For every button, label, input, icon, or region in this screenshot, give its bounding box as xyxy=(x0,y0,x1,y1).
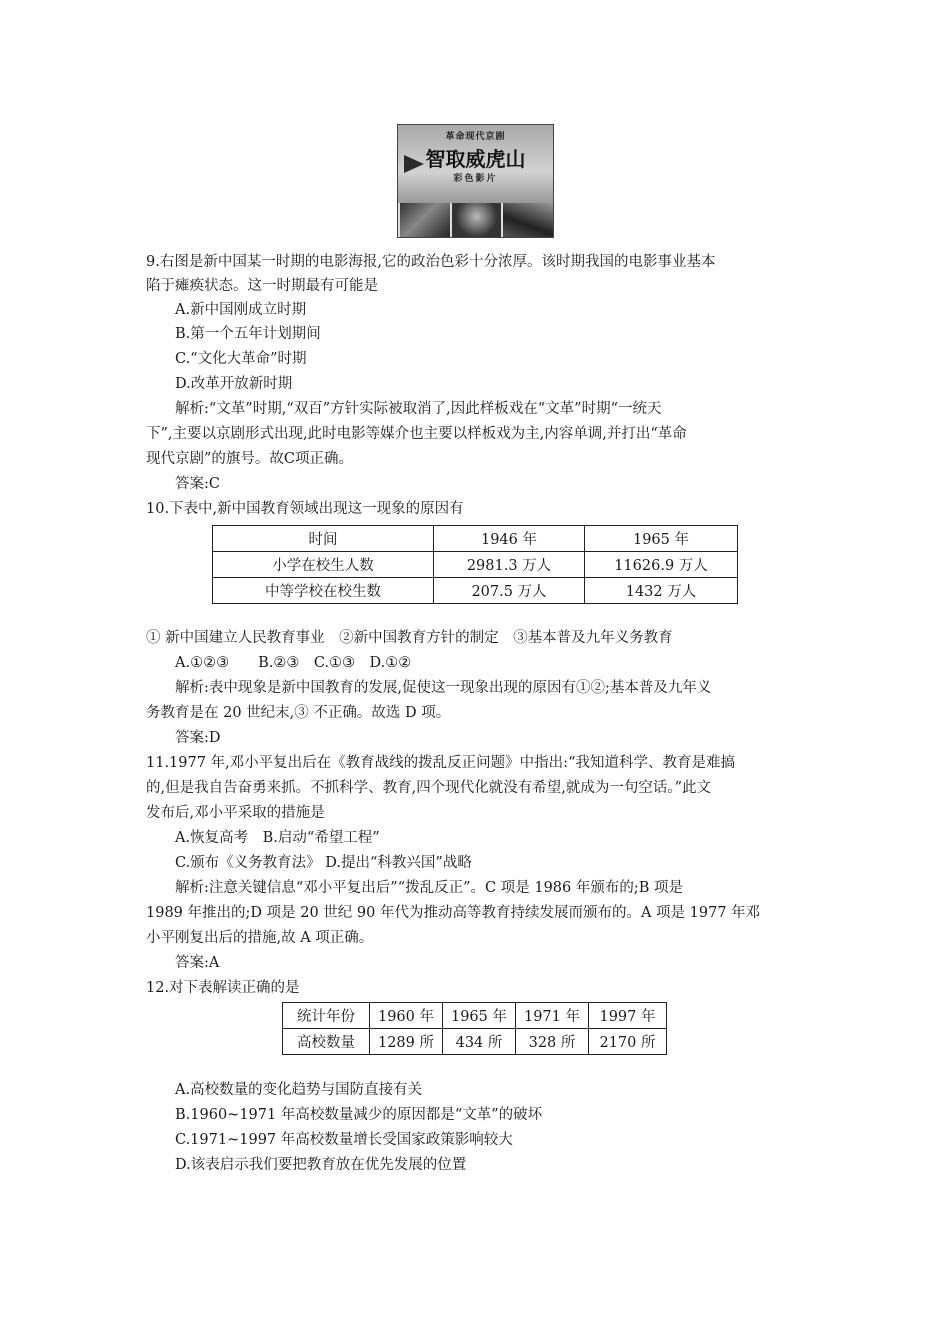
q9-stem-line1: 9.右图是新中国某一时期的电影海报,它的政治色彩十分浓厚。该时期我国的电影事业基本 xyxy=(146,254,716,270)
table-cell: 328 所 xyxy=(516,1029,589,1055)
q12-option-b: B.1960~1971 年高校数量减少的原因都是“文革”的破坏 xyxy=(175,1107,543,1123)
q12-option-d: D.该表启示我们要把教育放在优先发展的位置 xyxy=(175,1157,467,1173)
table-cell: 统计年份 xyxy=(283,1003,370,1029)
q9-stem-line2: 陷于瘫痪状态。这一时期最有可能是 xyxy=(146,278,378,294)
q11-analysis-line2: 1989 年推出的;D 项是 20 世纪 90 年代为推动高等教育持续发展而颁布的。A 项是 1977 年邓 xyxy=(146,905,761,921)
q9-analysis-line2: 下”,主要以京剧形式出现,此时电影等媒介也主要以样板戏为主,内容单调,并打出“革命 xyxy=(146,426,687,442)
table-cell: 207.5 万人 xyxy=(434,578,585,604)
q11-options-ab: A.恢复高考 B.启动“希望工程” xyxy=(175,830,380,846)
q11-stem-line2: 的,但是我自告奋勇来抓。不抓科学、教育,四个现代化就没有希望,就成为一句空话。”此文 xyxy=(146,780,711,796)
q10-analysis-line2: 务教育是在 20 世纪末,③ 不正确。故选 D 项。 xyxy=(146,705,451,721)
table-row xyxy=(283,1029,667,1055)
table-cell: 1289 所 xyxy=(370,1029,443,1055)
table-cell: 2170 所 xyxy=(589,1029,667,1055)
table-cell: 1997 年 xyxy=(589,1003,667,1029)
q11-stem-line3: 发布后,邓小平采取的措施是 xyxy=(146,805,325,821)
table-header-row xyxy=(213,526,738,552)
table-cell: 434 所 xyxy=(443,1029,516,1055)
table-header-row xyxy=(283,1003,667,1029)
poster-title: 智取威虎山 xyxy=(425,147,526,171)
q10-items: ① 新中国建立人民教育事业 ②新中国教育方针的制定 ③基本普及九年义务教育 xyxy=(146,630,673,646)
table-cell: 中等学校在校生数 xyxy=(213,578,434,604)
table-cell: 11626.9 万人 xyxy=(585,552,738,578)
table-row xyxy=(213,578,738,604)
poster-subtitle-bottom: 彩色影片 xyxy=(453,174,498,184)
q9-option-a: A.新中国刚成立时期 xyxy=(175,302,307,318)
q9-analysis-line3: 现代京剧”的旗号。故C项正确。 xyxy=(146,451,354,467)
q11-options-cd: C.颁布《义务教育法》 D.提出“科教兴国”战略 xyxy=(175,855,472,871)
movie-poster-image xyxy=(397,124,554,238)
table-cell: 时间 xyxy=(213,526,434,552)
table-cell: 小学在校生人数 xyxy=(213,552,434,578)
table-cell: 2981.3 万人 xyxy=(434,552,585,578)
table-cell: 1946 年 xyxy=(434,526,585,552)
q12-stem: 12.对下表解读正确的是 xyxy=(146,980,300,996)
q9-answer: 答案:C xyxy=(175,476,220,492)
poster-subtitle-top: 革命现代京剧 xyxy=(445,132,506,142)
q10-stem: 10.下表中,新中国教育领域出现这一现象的原因有 xyxy=(146,501,464,517)
table-cell: 1960 年 xyxy=(370,1003,443,1029)
q9-option-b: B.第一个五年计划期间 xyxy=(175,326,321,342)
q9-analysis-line1: 解析:“文革”时期,“双百”方针实际被取消了,因此样板戏在“文革”时期“一统天 xyxy=(175,401,662,417)
table-cell: 高校数量 xyxy=(283,1029,370,1055)
q12-university-table xyxy=(282,1002,667,1055)
table-cell: 1965 年 xyxy=(443,1003,516,1029)
table-cell: 1965 年 xyxy=(585,526,738,552)
q11-stem-line1: 11.1977 年,邓小平复出后在《教育战线的拨乱反正问题》中指出:“我知道科学、教育是难搞 xyxy=(146,755,735,771)
table-row xyxy=(213,552,738,578)
q10-options: A.①②③ B.②③ C.①③ D.①② xyxy=(175,655,412,671)
q10-answer: 答案:D xyxy=(175,730,221,746)
q11-analysis-line1: 解析:注意关键信息“邓小平复出后”“拨乱反正”。C 项是 1986 年颁布的;B 项是 xyxy=(175,880,684,896)
table-cell: 1971 年 xyxy=(516,1003,589,1029)
q10-enrollment-table xyxy=(212,525,738,604)
q11-analysis-line3: 小平刚复出后的措施,故 A 项正确。 xyxy=(146,930,374,946)
q12-option-c: C.1971~1997 年高校数量增长受国家政策影响较大 xyxy=(175,1132,513,1148)
q10-analysis-line1: 解析:表中现象是新中国教育的发展,促使这一现象出现的原因有①②;基本普及九年义 xyxy=(175,680,712,696)
q12-option-a: A.高校数量的变化趋势与国防直接有关 xyxy=(175,1082,423,1098)
q9-option-d: D.改革开放新时期 xyxy=(175,376,293,392)
poster-photo-strip xyxy=(398,203,553,237)
q9-option-c: C.“文化大革命”时期 xyxy=(175,351,307,367)
table-cell: 1432 万人 xyxy=(585,578,738,604)
q11-answer: 答案:A xyxy=(175,955,220,971)
